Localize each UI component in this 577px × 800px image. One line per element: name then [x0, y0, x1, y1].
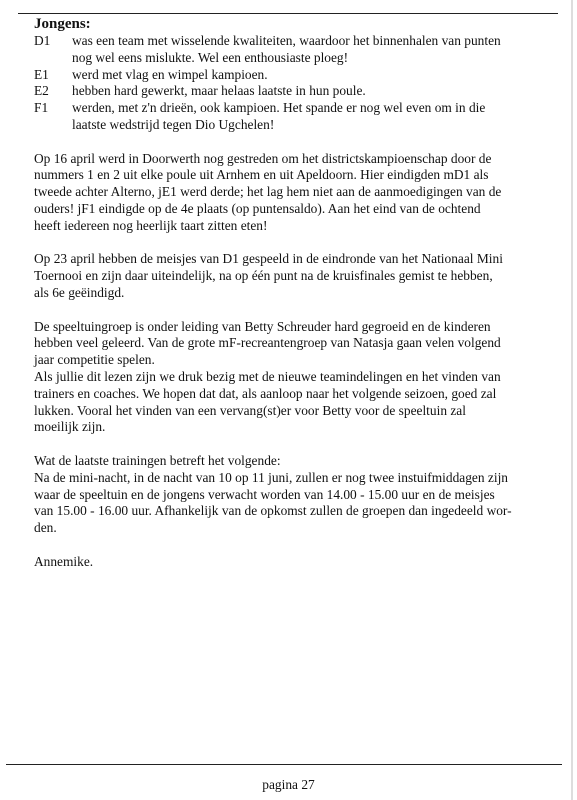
article-body	[34, 16, 554, 571]
team-description	[72, 100, 554, 134]
text-line: waar de speeltuin en de jongens verwacht worden van 14.00 - 15.00 uur en de meisjes	[34, 486, 495, 502]
text-line: werd met vlag en wimpel kampioen.	[72, 66, 268, 82]
text-line: moeilijk zijn.	[34, 419, 106, 435]
text-line: van 15.00 - 16.00 uur. Afhankelijk van de opkomst zullen de groepen dan ingedeeld wor-	[34, 503, 512, 519]
text-line: Na de mini-nacht, in de nacht van 10 op 11 juni, zullen er nog twee instuifmiddagen zijn	[34, 469, 509, 485]
team-description	[72, 33, 554, 67]
text-line: De speeltuingroep is onder leiding van Betty Schreuder hard gegroeid en de kinderen	[34, 318, 491, 334]
text-line: Als jullie dit lezen zijn we druk bezig met de nieuwe teamindelingen en het vinden van	[34, 368, 501, 384]
text-line: Wat de laatste trainingen betreft het volgende:	[34, 452, 281, 468]
paragraph-gap	[34, 302, 554, 319]
paragraph	[34, 251, 554, 301]
team-row	[34, 67, 554, 84]
text-line: werden, met z'n drieën, ook kampioen. Het spande er nog wel even om in die	[72, 100, 486, 116]
team-code: E1	[34, 66, 49, 82]
paragraphs	[34, 134, 554, 571]
text-line: Annemike.	[34, 553, 94, 569]
paragraph	[34, 453, 554, 537]
scan-edge	[571, 0, 573, 800]
text-line: hebben veel geleerd. Van de grote mF-recreantengroep van Natasja gaan velen volgend	[34, 335, 501, 351]
team-code: F1	[34, 100, 49, 116]
text-line: nog wel eens mislukte. Wel een enthousiaste ploeg!	[72, 49, 349, 65]
text-line: Op 16 april werd in Doorwerth nog gestreden om het districtskampioenschap door de	[34, 150, 492, 166]
team-list	[34, 33, 554, 134]
paragraph	[34, 554, 554, 571]
team-description	[72, 67, 554, 84]
text-line: den.	[34, 520, 57, 536]
text-line: als 6e geëindigd.	[34, 284, 125, 300]
team-description	[72, 83, 554, 100]
paragraph-gap	[34, 134, 554, 151]
text-line: hebben hard gewerkt, maar helaas laatste in hun poule.	[72, 83, 366, 99]
text-line: jaar competitie spelen.	[34, 352, 155, 368]
text-line: nummers 1 en 2 uit elke poule uit Arnhem en uit Apeldoorn. Hier eindigden mD1 als	[34, 167, 489, 183]
text-line: trainers en coaches. We hopen dat dat, als aanloop naar het volgende seizoen, goed zal	[34, 385, 497, 401]
paragraph-gap	[34, 235, 554, 252]
paragraph	[34, 151, 554, 235]
paragraph-gap	[34, 436, 554, 453]
team-row	[34, 33, 554, 67]
text-line: tweede achter Alterno, jE1 werd derde; het lag hem niet aan de aanmoedigingen van de	[34, 184, 502, 200]
page-number: pagina 27	[262, 777, 315, 792]
text-line: laatste wedstrijd tegen Dio Ugchelen!	[72, 116, 275, 132]
team-row	[34, 100, 554, 134]
section-heading: Jongens:	[34, 16, 91, 32]
paragraph	[34, 319, 554, 437]
text-line: Op 23 april hebben de meisjes van D1 gespeeld in de eindronde van het Nationaal Mini	[34, 251, 503, 267]
text-line: heeft iedereen nog heerlijk taart zitten eten!	[34, 217, 268, 233]
text-line: Toernooi en zijn daar uiteindelijk, na op één punt na de kruisfinales gemist te hebben,	[34, 268, 493, 284]
team-code: D1	[34, 33, 51, 48]
team-row	[34, 83, 554, 100]
text-line: lukken. Vooral het vinden van een vervang(st)er voor Betty voor de speeltuin zal	[34, 402, 466, 418]
text-line: was een team met wisselende kwaliteiten, waardoor het binnenhalen van punten	[72, 33, 501, 48]
text-line: ouders! jF1 eindigde op de 4e plaats (op puntensaldo). Aan het eind van de ochtend	[34, 200, 481, 216]
top-rule	[18, 13, 558, 14]
paragraph-gap	[34, 537, 554, 554]
team-code: E2	[34, 83, 49, 99]
bottom-rule	[6, 764, 562, 765]
